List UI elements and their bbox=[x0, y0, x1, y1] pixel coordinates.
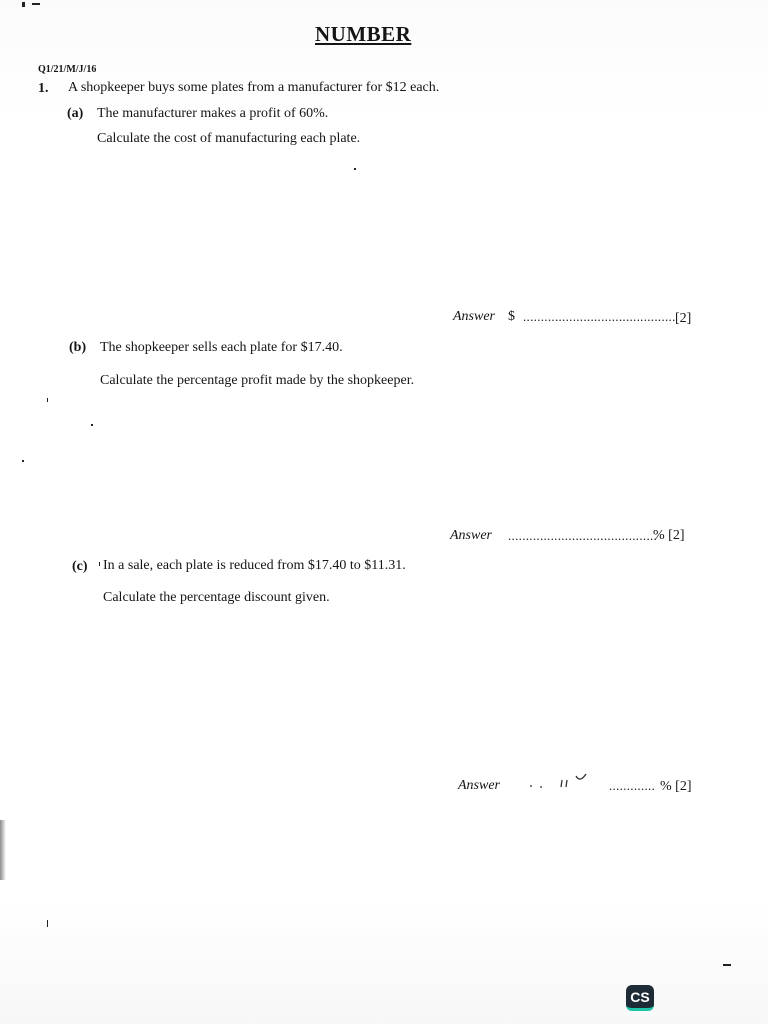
question-reference: Q1/21/M/J/16 bbox=[38, 64, 97, 75]
scan-dot bbox=[99, 562, 100, 566]
scan-mark bbox=[32, 3, 40, 5]
part-a-answer-label: Answer bbox=[453, 309, 495, 324]
camscanner-badge: CS bbox=[626, 985, 654, 1011]
part-b-marks: % [2] bbox=[653, 528, 685, 543]
scan-mark bbox=[22, 2, 25, 7]
part-a-label: (a) bbox=[67, 106, 84, 121]
part-c-answer-line[interactable]: ............. bbox=[609, 778, 656, 793]
scan-dot bbox=[47, 920, 48, 927]
part-c-label: (c) bbox=[72, 559, 88, 574]
part-a-line-1: The manufacturer makes a profit of 60%. bbox=[97, 106, 329, 121]
page-title: NUMBER bbox=[315, 22, 412, 46]
part-b-answer-label: Answer bbox=[450, 528, 492, 543]
part-b-line-2: Calculate the percentage profit made by the shopkeeper. bbox=[100, 373, 415, 388]
question-number: 1. bbox=[38, 81, 49, 96]
part-a-line-2: Calculate the cost of manufacturing each plate. bbox=[97, 131, 361, 146]
page-edge-shadow bbox=[0, 820, 6, 880]
part-c-answer-label: Answer bbox=[458, 778, 500, 793]
part-c-line-1: In a sale, each plate is reduced from $17.40 to $11.31. bbox=[103, 558, 406, 573]
part-c-marks: % [2] bbox=[660, 779, 692, 794]
part-b-label: (b) bbox=[69, 340, 87, 355]
scan-dot bbox=[354, 168, 356, 170]
part-a-marks: [2] bbox=[675, 311, 692, 326]
scan-dot bbox=[22, 460, 24, 462]
scan-dot bbox=[723, 964, 731, 966]
part-c-line-2: Calculate the percentage discount given. bbox=[103, 590, 330, 605]
part-b-line-1: The shopkeeper sells each plate for $17.40. bbox=[100, 340, 343, 355]
handwritten-scribble bbox=[528, 772, 590, 790]
part-b-answer-line[interactable]: .......................................... bbox=[508, 528, 658, 543]
scan-dot bbox=[47, 398, 48, 402]
part-a-answer-line[interactable]: ........................................... bbox=[523, 309, 676, 324]
scan-dot bbox=[91, 424, 93, 426]
question-stem: A shopkeeper buys some plates from a manufacturer for $12 each. bbox=[68, 80, 440, 95]
part-a-answer-prefix: $ bbox=[508, 309, 515, 324]
